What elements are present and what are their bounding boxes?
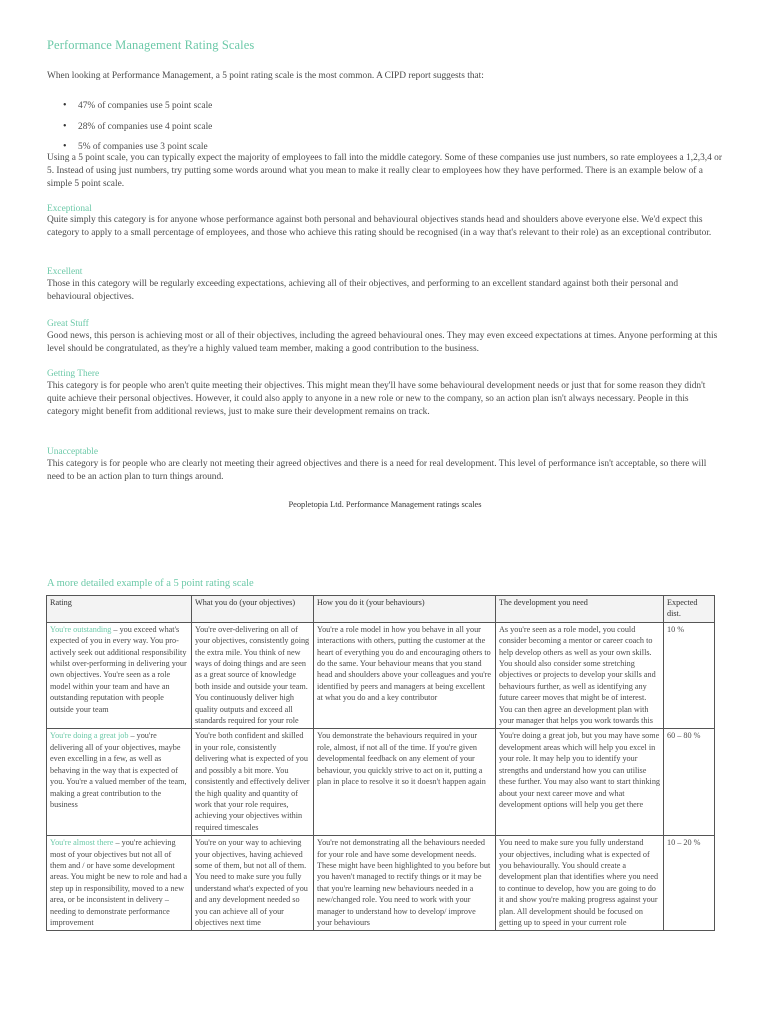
rating-lead: You're doing a great job (50, 731, 129, 741)
scale-paragraph: Using a 5 point scale, you can typically expect the majority of employees to fall into the middle category. Some of these companies use just numbers, so rate employees a 1,2,3,4 or 5. Instead of using just numbers, try putting some words around what you mean to make it really clear to employees how they have performed. There is an example below of a simple 5 point scale. (47, 153, 722, 189)
page-title: Performance Management Rating Scales (47, 38, 255, 52)
cell-what: You're over-delivering on all of your objectives, consistently going the extra mile. You think of new ways of doing things and are seen as a great source of knowledge both inside and outside your team. You continuously deliver high quality outputs and exceed all standards required for your role (192, 622, 314, 729)
header-what: What you do (your objectives) (192, 596, 314, 623)
table-row (47, 622, 715, 729)
section-heading-getting-there: Getting There (47, 369, 100, 379)
header-how: How you do it (your behaviours) (314, 596, 496, 623)
cell-how: You're not demonstrating all the behaviours needed for your role and have some development needs. These might have been highlighted to you before but you haven't managed to rectify things or it may be that you're learning new behaviours needed in a new/changed role. You need to work with your manager to understand how to develop/ improve your behaviours (314, 836, 496, 931)
cell-rating (47, 622, 192, 729)
section-body-getting-there: This category is for people who aren't quite meeting their objectives. This might mean they'll have some behavioural development needs or just that for some reason they didn't quite achieve their personal objectives. However, it could also apply to anyone in a new role or new to the company, so an action plan isn't always necessary. People in this category might benefit from additional reviews, just to make sure their development remains on track. (47, 381, 706, 417)
cell-development: As you're seen as a role model, you could consider becoming a mentor or career coach to help develop others as well as your own skills. You should also consider some stretching objectives or projects to develop your skills and behaviours further, as well as identifying any future career moves that might be of interest. You can then agree an development plan with your manager that helps you work towards this (496, 622, 664, 729)
rating-scale-table (46, 595, 715, 931)
section-heading-great-stuff: Great Stuff (47, 319, 89, 329)
figure-caption: Peopletopia Ltd. Performance Management ratings scales (288, 500, 482, 509)
section-body-exceptional: Quite simply this category is for anyone whose performance against both personal and behavioural objectives stands head and shoulders above everyone else. We'd expect this category to apply to a small percentage of employees, and those who achieve this rating should be recognised (in a way that's relevant to their role) as an exceptional contributor. (47, 215, 712, 238)
section-body-unacceptable: This category is for people who are clearly not meeting their agreed objectives and there is a need for real development. This level of performance isn't acceptable, so there will need to be an action plan to turn things around. (47, 459, 707, 482)
bullet-item: • 28% of companies use 4 point scale (47, 117, 212, 138)
rating-lead: You're almost there (50, 838, 114, 848)
table-title: A more detailed example of a 5 point rating scale (47, 578, 254, 589)
rating-text: – you're delivering all of your objectives, maybe even excelling in a few, as well as behaving in the way that is expected of you. You're a valued member of the team, making a great contribution to the business (50, 731, 187, 809)
intro-paragraph: When looking at Performance Management, a 5 point rating scale is the most common. A CIPD report suggests that: (47, 71, 484, 81)
section-heading-excellent: Excellent (47, 267, 83, 277)
header-rating: Rating (47, 596, 192, 623)
header-expected-dist: Expected dist. (664, 596, 715, 623)
rating-text: – you exceed what's expected of you in every way. You pro-actively seek out additional responsibility whilst over-performing in delivering your own objectives. You're seen as a role model within your team and have an outstanding reputation with people outside your team (50, 624, 187, 714)
section-body-great-stuff: Good news, this person is achieving most or all of their objectives, including the agreed behavioural ones. They may even exceed expectations at times. Anyone performing at this level should be congratulated, as they're a highly valued team member, making a good contribution to the business. (47, 331, 718, 354)
bullet-item: • 5% of companies use 3 point scale (47, 137, 212, 158)
bullet-item: • 47% of companies use 5 point scale (47, 96, 212, 117)
section-heading-exceptional: Exceptional (47, 204, 92, 214)
section-body-excellent: Those in this category will be regularly exceeding expectations, achieving all of their objectives, and performing to an excellent standard against both their personal and behavioural objectives. (47, 279, 679, 302)
cell-rating (47, 836, 192, 931)
cell-expected-dist: 10 % (664, 622, 715, 729)
table-row (47, 729, 715, 836)
cell-what: You're on your way to achieving your objectives, having achieved some of them, but not all of them. You need to make sure you fully understand what's expected of you and any development needed so you can achieve all of your objectives next time (192, 836, 314, 931)
cell-rating (47, 729, 192, 836)
table-header-row (47, 596, 715, 623)
cell-development: You need to make sure you fully understand your objectives, including what is expected of you behaviourally. You should create a development plan that identifies where you need to continue to develop, how you are going to do it and show you're making progress against your plan. All development should be focused on getting up to speed in your current role (496, 836, 664, 931)
cell-how: You're a role model in how you behave in all your interactions with others, putting the customer at the heart of everything you do and encouraging others to do the same. Your behaviour means that you stand head and shoulders above your colleagues and you're identified by peers and managers at being excellent at what you do and a key contributor (314, 622, 496, 729)
rating-lead: You're outstanding (50, 624, 112, 634)
cell-expected-dist: 10 – 20 % (664, 836, 715, 931)
header-development: The development you need (496, 596, 664, 623)
cell-how: You demonstrate the behaviours required in your role, almost, if not all of the time. If you're given developmental feedback on any element of your behaviour, you quickly strive to act on it, putting a plan in place to resolve it so it doesn't happen again (314, 729, 496, 836)
cell-what: You're both confident and skilled in your role, consistently delivering what is expected of you and possibly a bit more. You consistently and effectively deliver the high quality and quantity of work that your role requires, achieving your objectives within required timescales (192, 729, 314, 836)
rating-text: – you're achieving most of your objectives but not all of them and / or have some development areas. You might be new to role and had a step up in responsibility, moved to a new area, or be inconsistent in delivery – needing to demonstrate performance improvement (50, 838, 188, 927)
table-row (47, 836, 715, 931)
section-heading-unacceptable: Unacceptable (47, 447, 99, 457)
cell-expected-dist: 60 – 80 % (664, 729, 715, 836)
bullet-list (47, 96, 212, 158)
cell-development: You're doing a great job, but you may have some development areas which will help you excel in your role. It may help you to identify your strengths and understand how you can utilise these further. You may also want to start thinking about your next career move and what development options will help you get there (496, 729, 664, 836)
